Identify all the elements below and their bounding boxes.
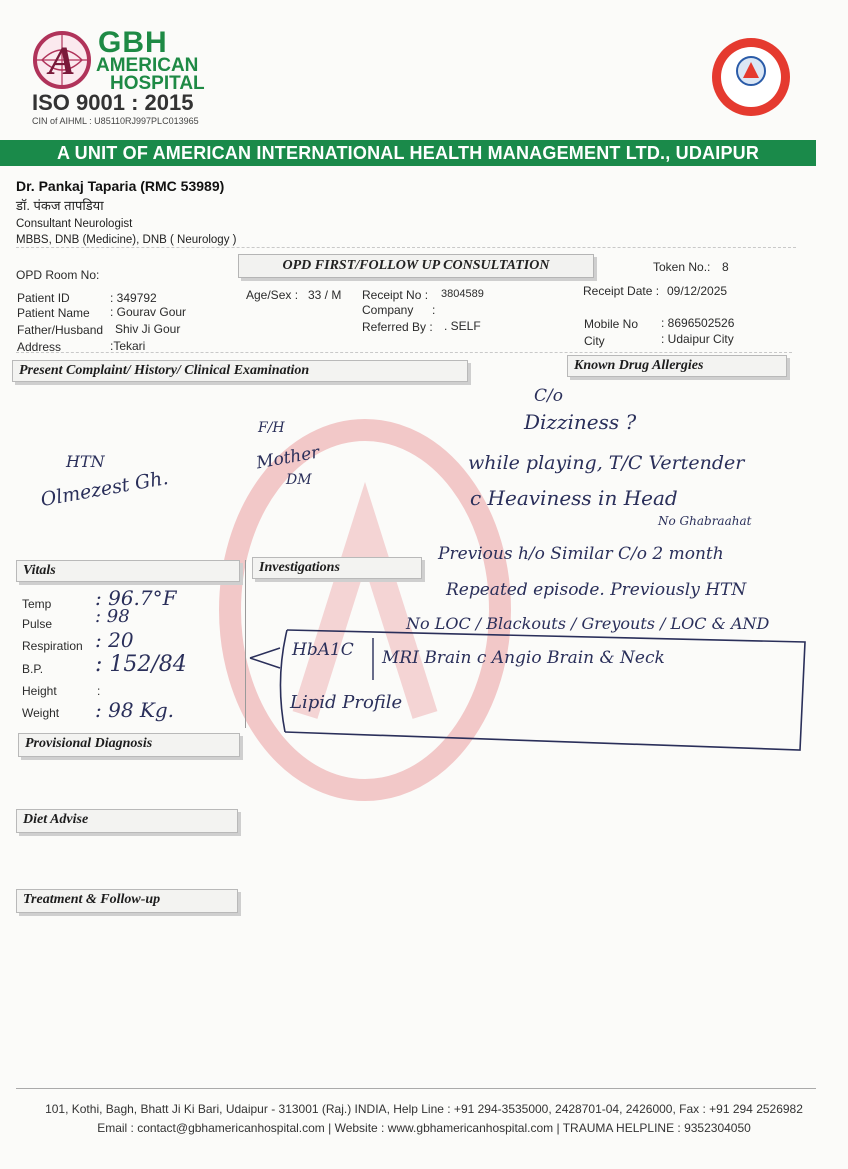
- temp-label: Temp: [22, 597, 52, 611]
- nabh-emblem-icon: [734, 54, 768, 88]
- city: : Udaipur City: [661, 332, 734, 346]
- temp-value: : 96.7°F: [95, 586, 177, 610]
- diagnosis-section-title: Provisional Diagnosis: [18, 733, 240, 757]
- mobile-label: Mobile No: [584, 317, 639, 331]
- logo-gbh: GBH: [98, 26, 168, 59]
- hw-dm: DM: [286, 472, 312, 488]
- hw-olmezest: Olmezest Gh.: [39, 466, 170, 512]
- footer-contact: Email : contact@gbhamericanhospital.com | Website : www.gbhamericanhospital.com | TRAUMA HELPLINE : 9352304050: [97, 1121, 751, 1135]
- token-label: Token No.:: [653, 260, 711, 274]
- hw-mother: Mother: [254, 442, 321, 474]
- referred-by: . SELF: [444, 319, 481, 333]
- address-label: Address: [17, 340, 62, 354]
- hw-inv-lipid: Lipid Profile: [290, 692, 403, 713]
- respiration-value: : 20: [95, 628, 134, 652]
- patient-id-label: Patient ID: [17, 291, 70, 305]
- referred-by-label: Referred By :: [362, 320, 433, 334]
- doctor-degrees: MBBS, DNB (Medicine), DNB ( Neurology ): [16, 234, 237, 246]
- nabh-seal: [712, 38, 790, 116]
- bp-value: : 152/84: [95, 652, 187, 677]
- hw-line5: Repeated episode. Previously HTN: [446, 580, 747, 600]
- bp-label: B.P.: [22, 662, 44, 676]
- father-name: Shiv Ji Gour: [115, 322, 181, 336]
- consultation-heading: OPD FIRST/FOLLOW UP CONSULTATION: [238, 254, 594, 278]
- company: :: [432, 303, 436, 317]
- vitals-section-title: Vitals: [16, 560, 240, 582]
- logo-hospital: HOSPITAL: [110, 73, 205, 94]
- hw-line3: No Ghabraahat: [658, 514, 752, 528]
- doctor-name: Dr. Pankaj Taparia (RMC 53989): [16, 178, 225, 194]
- cin-number: CIN of AIHML : U85110RJ997PLC013965: [32, 116, 199, 126]
- age-sex-label: Age/Sex :: [246, 288, 299, 302]
- city-label: City: [584, 334, 605, 348]
- hw-htn: HTN: [66, 452, 105, 471]
- hw-line6: No LOC / Blackouts / Greyouts / LOC & AND: [406, 614, 770, 633]
- logo-american: AMERICAN: [96, 55, 199, 76]
- hw-inv-hba1c: HbA1C: [292, 640, 354, 660]
- patient-id: : 349792: [110, 291, 157, 305]
- mobile-number: : 8696502526: [661, 316, 735, 330]
- weight-label: Weight: [22, 706, 60, 720]
- nabh-label: NABH: [739, 91, 763, 100]
- hw-inv-mri: MRI Brain c Angio Brain & Neck: [382, 648, 665, 668]
- hw-co: C/o: [534, 386, 563, 406]
- receipt-date-label: Receipt Date :: [583, 284, 660, 298]
- father-label: Father/Husband: [17, 323, 104, 337]
- unit-banner: A UNIT OF AMERICAN INTERNATIONAL HEALTH MANAGEMENT LTD., UDAIPUR: [0, 140, 816, 166]
- patient-name-label: Patient Name: [17, 306, 90, 320]
- iso-certification: ISO 9001 : 2015: [32, 90, 194, 115]
- investigations-section-title: Investigations: [252, 557, 422, 579]
- height-value: :: [97, 684, 101, 698]
- doctor-title: Consultant Neurologist: [16, 218, 133, 230]
- hospital-logo-icon: [32, 30, 92, 90]
- receipt-no-label: Receipt No :: [362, 288, 429, 302]
- diet-section-title: Diet Advise: [16, 809, 238, 833]
- doctor-name-hindi: डॉ. पंकज तापडिया: [16, 198, 104, 213]
- receipt-no: 3804589: [441, 288, 484, 300]
- hw-line1: while playing, T/C Vertender: [468, 452, 745, 474]
- treatment-section-title: Treatment & Follow-up: [16, 889, 238, 913]
- company-label: Company: [362, 303, 414, 317]
- token-number: 8: [722, 260, 729, 274]
- weight-value: : 98 Kg.: [95, 698, 175, 722]
- svg-text:A: A: [48, 38, 76, 83]
- allergies-section-title: Known Drug Allergies: [567, 355, 787, 377]
- age-sex: 33 / M: [308, 288, 342, 302]
- complaint-section-title: Present Complaint/ History/ Clinical Examination: [12, 360, 468, 382]
- hw-line2: c Heaviness in Head: [470, 486, 678, 510]
- footer-address: 101, Kothi, Bagh, Bhatt Ji Ki Bari, Udaipur - 313001 (Raj.) INDIA, Help Line : +91 294-3535000, 2428701-04, 2426000, Fax : +91 294 2526982: [45, 1102, 803, 1116]
- address: :Tekari: [110, 339, 146, 353]
- hw-line4: Previous h/o Similar C/o 2 month: [438, 544, 724, 564]
- pulse-value: : 98: [95, 606, 130, 627]
- receipt-date: 09/12/2025: [667, 284, 728, 298]
- hw-dizziness: Dizziness ?: [524, 410, 637, 434]
- height-label: Height: [22, 684, 57, 698]
- patient-name: : Gourav Gour: [110, 305, 187, 319]
- pulse-label: Pulse: [22, 617, 53, 631]
- hw-fh: F/H: [258, 420, 285, 436]
- opd-room-label: OPD Room No:: [16, 268, 100, 282]
- respiration-label: Respiration: [22, 639, 83, 653]
